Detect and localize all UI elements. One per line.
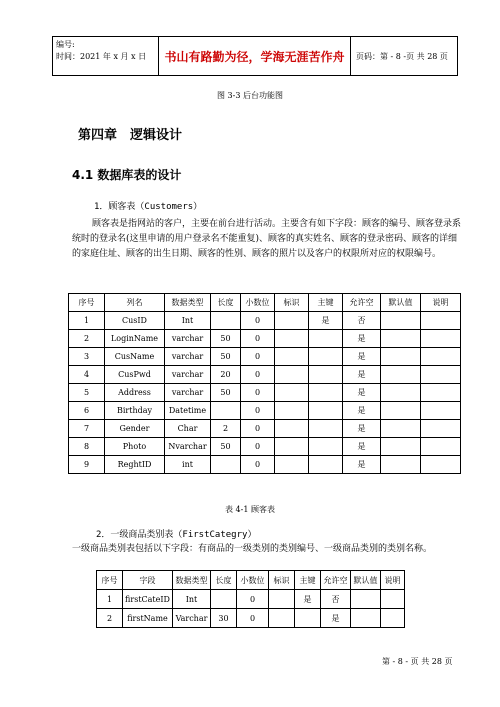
column-header: 标识 (275, 294, 309, 312)
table-cell: varchar (165, 384, 211, 402)
table-cell (275, 438, 309, 456)
table-cell (421, 330, 461, 348)
table-cell: Varchar (173, 609, 211, 628)
table-cell (381, 384, 421, 402)
table-cell (309, 348, 343, 366)
table-cell: Nvarchar (165, 438, 211, 456)
table-cell: 0 (241, 438, 275, 456)
table-cell: 是 (343, 366, 381, 384)
table-row (69, 456, 461, 474)
customers-table-caption: 表 4-1 顾客表 (225, 505, 275, 514)
table-row (69, 402, 461, 420)
table-cell: varchar (165, 330, 211, 348)
table-cell (269, 590, 295, 609)
table-cell: CusName (105, 348, 165, 366)
page-header (52, 36, 458, 76)
table-cell: 2 (69, 330, 105, 348)
column-header: 主键 (295, 571, 321, 590)
table-cell (381, 590, 405, 609)
table-cell (275, 402, 309, 420)
table-cell: 0 (241, 402, 275, 420)
table-cell: 是 (343, 402, 381, 420)
table-cell (421, 366, 461, 384)
header-page-info: 页码：第 - 8 -页 共 28 页 (356, 51, 448, 61)
header-meta (53, 37, 159, 75)
table-cell: 4 (69, 366, 105, 384)
table-cell: Birthday (105, 402, 165, 420)
table-cell: 1 (69, 312, 105, 330)
table-cell (381, 330, 421, 348)
column-header: 序号 (69, 294, 105, 312)
table-cell: ReghtID (105, 456, 165, 474)
table-cell: Photo (105, 438, 165, 456)
customers-table (68, 293, 461, 474)
chapter-title: 第四章 逻辑设计 (78, 128, 183, 143)
table-cell: Address (105, 384, 165, 402)
column-header: 说明 (421, 294, 461, 312)
table-cell (381, 420, 421, 438)
column-header: 允许空 (321, 571, 351, 590)
figure-caption: 图 3-3 后台功能图 (217, 91, 283, 100)
table-cell: 2 (211, 420, 241, 438)
table-cell: CusPwd (105, 366, 165, 384)
table-cell: firstName (123, 609, 173, 628)
table-cell: 50 (211, 438, 241, 456)
header-number-label: 编号: (56, 40, 75, 49)
table-cell (309, 384, 343, 402)
customers-table-header (69, 294, 461, 312)
first-category-description: 一级商品类别表包括以下字段：有商品的一级类别的类别编号、一级商品类别的类别名称。 (72, 544, 433, 554)
table-cell: 30 (211, 609, 237, 628)
table-cell (309, 438, 343, 456)
table-cell: LoginName (105, 330, 165, 348)
table-cell: 是 (343, 420, 381, 438)
table-cell (421, 456, 461, 474)
column-header: 列名 (105, 294, 165, 312)
table-cell: 0 (241, 384, 275, 402)
table-cell (295, 609, 321, 628)
table-row (69, 348, 461, 366)
first-category-table-header (97, 571, 405, 590)
table-cell (381, 456, 421, 474)
column-header: 数据类型 (165, 294, 211, 312)
column-header: 小数位 (237, 571, 269, 590)
table-cell: Gender (105, 420, 165, 438)
column-header: 允许空 (343, 294, 381, 312)
table-cell: 0 (237, 609, 269, 628)
column-header: 小数位 (241, 294, 275, 312)
first-category-table (96, 570, 405, 628)
table-cell: 0 (241, 330, 275, 348)
column-header: 数据类型 (173, 571, 211, 590)
table-cell: Datetime (165, 402, 211, 420)
first-category-table-body (97, 590, 405, 628)
table-cell: 是 (321, 609, 351, 628)
table-cell: 8 (69, 438, 105, 456)
table-cell (421, 348, 461, 366)
column-header: 默认值 (351, 571, 381, 590)
table-cell: 是 (343, 348, 381, 366)
table-row (69, 420, 461, 438)
table-cell (421, 438, 461, 456)
table-cell: 7 (69, 420, 105, 438)
table-cell (269, 609, 295, 628)
table-cell (275, 312, 309, 330)
table-cell (275, 420, 309, 438)
table-cell: CusID (105, 312, 165, 330)
table-cell: 50 (211, 330, 241, 348)
table-cell (421, 312, 461, 330)
column-header: 长度 (211, 294, 241, 312)
table-cell (381, 609, 405, 628)
table-cell (275, 348, 309, 366)
page-footer: 第 - 8 - 页 共 28 页 (382, 657, 453, 666)
table-cell: 2 (97, 609, 123, 628)
table-cell: Int (165, 312, 211, 330)
table-cell: 1 (97, 590, 123, 609)
customers-table-body (69, 312, 461, 474)
table-cell: 0 (241, 456, 275, 474)
table-cell: 0 (237, 590, 269, 609)
table-cell: Int (173, 590, 211, 609)
column-header: 标识 (269, 571, 295, 590)
table-cell: 是 (343, 384, 381, 402)
table-cell: 9 (69, 456, 105, 474)
table-cell: 否 (343, 312, 381, 330)
table-cell: 0 (241, 420, 275, 438)
table-cell (309, 366, 343, 384)
table-cell: 20 (211, 366, 241, 384)
table-cell: Char (165, 420, 211, 438)
table-row (69, 366, 461, 384)
column-header: 长度 (211, 571, 237, 590)
column-header: 字段 (123, 571, 173, 590)
table-cell (211, 402, 241, 420)
table-cell: 是 (343, 330, 381, 348)
table-cell: 0 (241, 312, 275, 330)
table-row (69, 330, 461, 348)
table-cell: 是 (309, 312, 343, 330)
table-cell (381, 438, 421, 456)
table-cell (421, 420, 461, 438)
table-cell (309, 420, 343, 438)
table-cell: varchar (165, 348, 211, 366)
table-cell (211, 456, 241, 474)
table-cell (211, 312, 241, 330)
table-cell: 50 (211, 384, 241, 402)
table-cell (381, 402, 421, 420)
first-category-heading: 2．一级商品类别表（FirstCategry） (96, 530, 257, 540)
table-cell: 0 (241, 348, 275, 366)
table-cell: int (165, 456, 211, 474)
customers-description-text: 顾客表是指网站的客户，主要在前台进行活动。主要含有如下字段：顾客的编号、顾客登录系统时的登录名(这里申请的用户登录名不能重复)、顾客的真实姓名、顾客的登录密码、顾客的详细的家庭住址、顾客的出生日期、顾客的性别、顾客的照片以及客户的权限所对应的权限编号。 (72, 219, 462, 259)
table-cell (309, 330, 343, 348)
table-cell: 6 (69, 402, 105, 420)
table-cell: 50 (211, 348, 241, 366)
table-cell (351, 609, 381, 628)
table-cell: 是 (295, 590, 321, 609)
table-row (69, 384, 461, 402)
section-title: 4.1 数据库表的设计 (72, 168, 182, 182)
table-cell (275, 384, 309, 402)
table-cell: 否 (321, 590, 351, 609)
table-cell: 是 (343, 438, 381, 456)
table-cell (381, 312, 421, 330)
table-row (97, 590, 405, 609)
table-cell: 是 (343, 456, 381, 474)
table-cell: 3 (69, 348, 105, 366)
table-cell (275, 330, 309, 348)
table-cell (309, 456, 343, 474)
table-cell: firstCateID (123, 590, 173, 609)
table-cell (381, 366, 421, 384)
table-cell (381, 348, 421, 366)
column-header: 说明 (381, 571, 405, 590)
column-header: 主键 (309, 294, 343, 312)
table-cell (421, 384, 461, 402)
table-row (97, 609, 405, 628)
table-cell (309, 402, 343, 420)
table-cell: 0 (241, 366, 275, 384)
header-time-label: 时间：2021 年 x 月 x 日 (56, 52, 147, 61)
table-row (69, 312, 461, 330)
table-cell (351, 590, 381, 609)
header-motto: 书山有路勤为径，学海无涯苦作舟 (159, 37, 351, 75)
table-cell: 5 (69, 384, 105, 402)
table-cell (275, 456, 309, 474)
table-cell (211, 590, 237, 609)
customers-heading: 1．顾客表（Customers） (94, 202, 203, 212)
table-cell (421, 402, 461, 420)
table-row (69, 438, 461, 456)
column-header: 序号 (97, 571, 123, 590)
customers-description (72, 217, 462, 262)
table-cell: varchar (165, 366, 211, 384)
table-cell (275, 366, 309, 384)
column-header: 默认值 (381, 294, 421, 312)
